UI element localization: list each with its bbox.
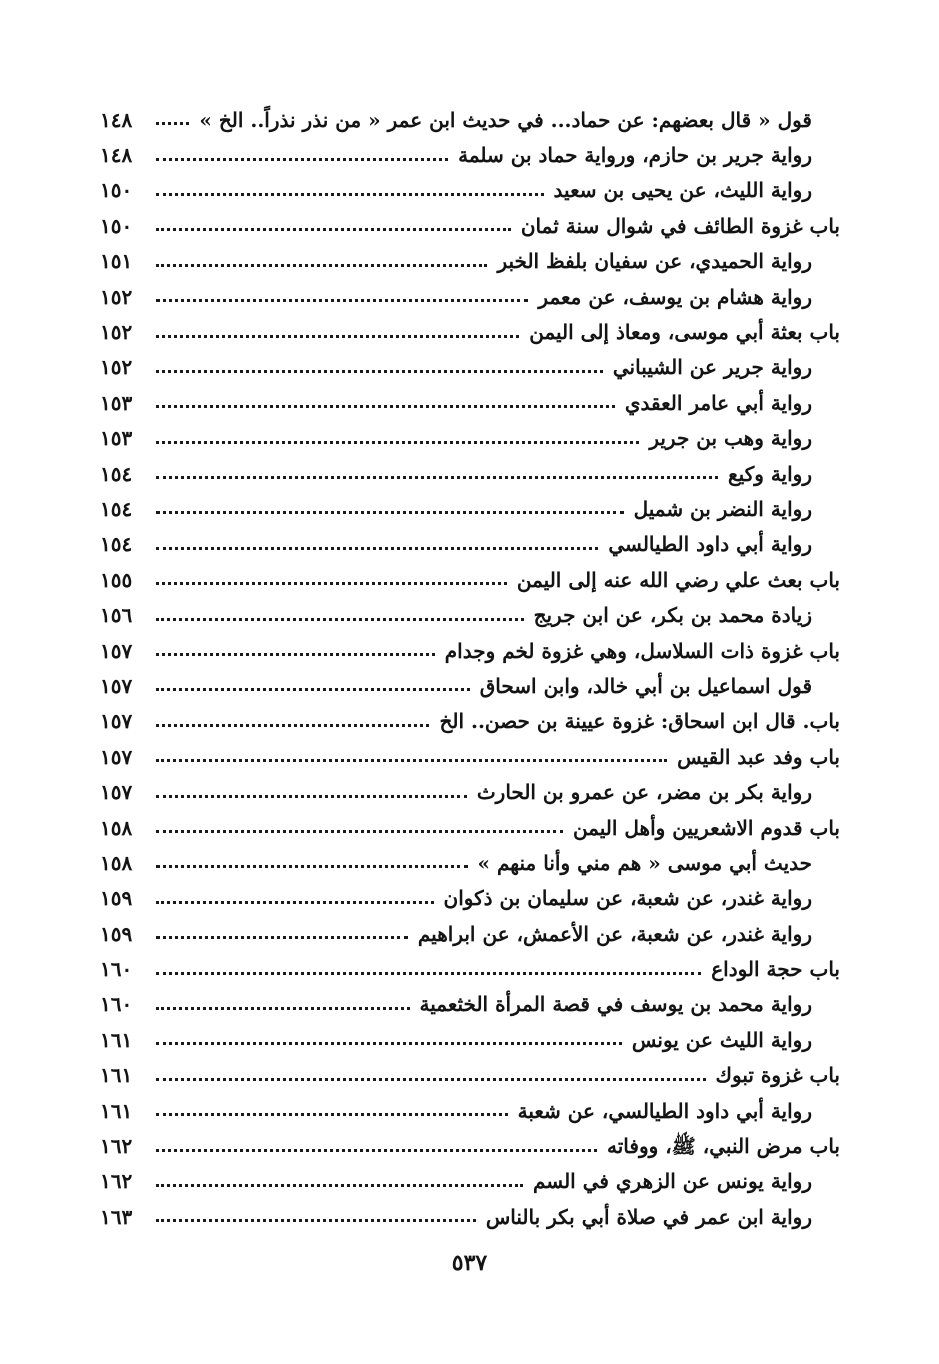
dot-leader bbox=[156, 511, 624, 514]
toc-entry-title: رواية يونس عن الزهري في السم bbox=[532, 1169, 812, 1194]
toc-entry-row bbox=[100, 456, 840, 491]
toc-page-number: ١٦٠ bbox=[100, 992, 133, 1017]
toc-entry-title: رواية الحميدي، عن سفيان بلفظ الخبر bbox=[497, 249, 812, 274]
toc-page-number: ١٤٨ bbox=[100, 107, 133, 132]
toc-entry-row bbox=[100, 385, 840, 420]
toc-entry-row bbox=[100, 421, 840, 456]
toc-page-number: ١٥٠ bbox=[100, 213, 133, 238]
dot-leader bbox=[156, 1113, 508, 1116]
toc-page-number: ١٦٢ bbox=[100, 1134, 133, 1159]
toc-page-number: ١٥٧ bbox=[100, 780, 133, 805]
toc-entry-title: رواية هشام بن يوسف، عن معمر bbox=[538, 284, 812, 309]
toc-entry-row bbox=[100, 668, 840, 703]
toc-page-number: ١٥٠ bbox=[100, 178, 133, 203]
toc-entry-title: رواية جرير عن الشيباني bbox=[612, 355, 812, 380]
toc-page-number: ١٦٣ bbox=[100, 1204, 133, 1229]
dot-leader bbox=[156, 653, 435, 656]
toc-entry-title: باب قدوم الاشعريين وأهل اليمن bbox=[572, 815, 840, 840]
toc-page-number: ١٥٤ bbox=[100, 496, 133, 521]
toc-entry-row bbox=[100, 881, 840, 916]
toc-entry-title: رواية الليث، عن يحيى بن سعيد bbox=[553, 178, 812, 203]
toc-entry-row bbox=[100, 350, 840, 385]
toc-entry-row bbox=[100, 1199, 840, 1234]
toc-chapter-row bbox=[100, 562, 840, 597]
toc-page-number: ١٥٣ bbox=[100, 390, 133, 415]
toc-entry-title: رواية وكيع bbox=[728, 461, 812, 486]
toc-page-number: ١٥٩ bbox=[100, 921, 133, 946]
toc-entry-row bbox=[100, 102, 840, 137]
dot-leader bbox=[156, 370, 603, 373]
dot-leader bbox=[156, 688, 470, 691]
toc-entry-row bbox=[100, 244, 840, 279]
dot-leader bbox=[156, 264, 487, 267]
toc-page-number: ١٦١ bbox=[100, 1098, 133, 1123]
toc-entry-title: باب مرض النبي، ﷺ، ووفاته bbox=[607, 1134, 840, 1159]
dot-leader bbox=[156, 228, 511, 231]
dot-leader bbox=[156, 618, 524, 621]
toc-entry-row bbox=[100, 527, 840, 562]
dot-leader bbox=[156, 547, 598, 550]
toc-entry-row bbox=[100, 774, 840, 809]
toc-entry-title: باب بعثة أبي موسى، ومعاذ إلى اليمن bbox=[529, 320, 840, 345]
toc-entry-row bbox=[100, 1022, 840, 1057]
dot-leader bbox=[156, 582, 507, 585]
toc-entry-row bbox=[100, 491, 840, 526]
toc-page-number: ١٥٤ bbox=[100, 461, 133, 486]
toc-entry-title: رواية جرير بن حازم، ورواية حماد بن سلمة bbox=[458, 143, 812, 168]
toc-chapter-row bbox=[100, 1058, 840, 1093]
toc-page-number: ١٥٢ bbox=[100, 320, 133, 345]
dot-leader bbox=[156, 158, 448, 161]
dot-leader bbox=[156, 1042, 622, 1045]
toc-entry-title: باب غزوة الطائف في شوال سنة ثمان bbox=[520, 213, 840, 238]
toc-entry-title: رواية أبي داود الطيالسي bbox=[608, 532, 812, 557]
toc-entry-title: رواية الليث عن يونس bbox=[631, 1027, 812, 1052]
dot-leader bbox=[156, 830, 563, 833]
toc-entry-row bbox=[100, 173, 840, 208]
toc-page-number: ١٦٠ bbox=[100, 957, 133, 982]
dot-leader bbox=[156, 759, 667, 762]
toc-page-number: ١٦٢ bbox=[100, 1169, 133, 1194]
toc-entry-title: رواية غندر، عن شعبة، عن الأعمش، عن ابراهيم bbox=[417, 921, 812, 946]
dot-leader bbox=[156, 441, 639, 444]
dot-leader bbox=[156, 1184, 523, 1187]
toc-entry-title: رواية محمد بن يوسف في قصة المرأة الخثعمية bbox=[419, 992, 812, 1017]
toc-entry-row bbox=[100, 597, 840, 632]
toc-entry-title: رواية أبي عامر العقدي bbox=[624, 390, 812, 415]
toc-page-number: ١٥١ bbox=[100, 249, 133, 274]
toc-entry-row bbox=[100, 1093, 840, 1128]
toc-chapter-row bbox=[100, 739, 840, 774]
page-number: ٥٣٧ bbox=[451, 1250, 488, 1276]
dot-leader bbox=[156, 795, 467, 798]
toc-chapter-row bbox=[100, 208, 840, 243]
dot-leader bbox=[156, 476, 718, 479]
dot-leader bbox=[156, 1078, 706, 1081]
dot-leader bbox=[156, 193, 544, 196]
toc-page-number: ١٦١ bbox=[100, 1027, 133, 1052]
toc-chapter-row bbox=[100, 633, 840, 668]
toc-chapter-row bbox=[100, 810, 840, 845]
toc-entry-title: رواية بكر بن مضر، عن عمرو بن الحارث bbox=[476, 780, 812, 805]
toc-chapter-row bbox=[100, 314, 840, 349]
toc-entry-title: رواية غندر، عن شعبة، عن سليمان بن ذكوان bbox=[443, 886, 812, 911]
toc-entry-title: رواية ابن عمر في صلاة أبي بكر بالناس bbox=[485, 1204, 812, 1229]
toc-page-number: ١٥٧ bbox=[100, 744, 133, 769]
toc-entry-title: باب. قال ابن اسحاق: غزوة عيينة بن حصن.. الخ bbox=[439, 709, 840, 734]
dot-leader bbox=[156, 901, 434, 904]
toc-page-number: ١٥٩ bbox=[100, 886, 133, 911]
dot-leader bbox=[156, 405, 615, 408]
toc-entry-row bbox=[100, 845, 840, 880]
table-of-contents bbox=[100, 102, 840, 1235]
toc-entry-title: باب حجة الوداع bbox=[711, 957, 840, 982]
dot-leader bbox=[156, 335, 519, 338]
toc-entry-title: زيادة محمد بن بكر، عن ابن جريج bbox=[533, 603, 812, 628]
toc-page-number: ١٥٢ bbox=[100, 284, 133, 309]
toc-entry-row bbox=[100, 1164, 840, 1199]
toc-page-number: ١٥٣ bbox=[100, 426, 133, 451]
toc-entry-row bbox=[100, 916, 840, 951]
dot-leader bbox=[156, 724, 429, 727]
dot-leader bbox=[156, 1219, 476, 1222]
dot-leader bbox=[156, 936, 408, 939]
toc-page-number: ١٦١ bbox=[100, 1063, 133, 1088]
toc-chapter-row bbox=[100, 704, 840, 739]
toc-entry-title: قول « قال بعضهم: عن حماد... في حديث ابن عمر « من نذر نذراً.. الخ » bbox=[199, 107, 812, 132]
toc-entry-title: باب غزوة ذات السلاسل، وهي غزوة لخم وجدام bbox=[444, 638, 840, 663]
toc-entry-title: رواية وهب بن جرير bbox=[649, 426, 812, 451]
dot-leader bbox=[156, 972, 701, 975]
toc-page-number: ١٥٥ bbox=[100, 567, 133, 592]
dot-leader bbox=[156, 122, 189, 125]
toc-entry-title: باب غزوة تبوك bbox=[715, 1063, 840, 1088]
toc-entry-title: حديث أبي موسى « هم مني وأنا منهم » bbox=[477, 850, 812, 875]
toc-page-number: ١٥٨ bbox=[100, 850, 133, 875]
toc-chapter-row bbox=[100, 951, 840, 986]
dot-leader bbox=[156, 299, 528, 302]
toc-entry-row bbox=[100, 279, 840, 314]
toc-page-number: ١٤٨ bbox=[100, 143, 133, 168]
toc-entry-title: رواية النضر بن شميل bbox=[633, 496, 812, 521]
toc-page-number: ١٥٦ bbox=[100, 603, 133, 628]
toc-page-number: ١٥٨ bbox=[100, 815, 133, 840]
toc-page-number: ١٥٤ bbox=[100, 532, 133, 557]
toc-entry-row bbox=[100, 987, 840, 1022]
toc-page-number: ١٥٧ bbox=[100, 709, 133, 734]
toc-entry-title: باب وفد عبد القيس bbox=[677, 744, 840, 769]
dot-leader bbox=[156, 865, 468, 868]
toc-page-number: ١٥٧ bbox=[100, 638, 133, 663]
toc-chapter-row bbox=[100, 1128, 840, 1163]
toc-entry-row bbox=[100, 137, 840, 172]
toc-entry-title: رواية أبي داود الطيالسي، عن شعبة bbox=[517, 1098, 812, 1123]
dot-leader bbox=[156, 1007, 410, 1010]
toc-page-number: ١٥٧ bbox=[100, 673, 133, 698]
toc-entry-title: قول اسماعيل بن أبي خالد، وابن اسحاق bbox=[479, 673, 812, 698]
toc-page-number: ١٥٢ bbox=[100, 355, 133, 380]
toc-entry-title: باب بعث علي رضي الله عنه إلى اليمن bbox=[516, 567, 840, 592]
dot-leader bbox=[156, 1149, 597, 1152]
